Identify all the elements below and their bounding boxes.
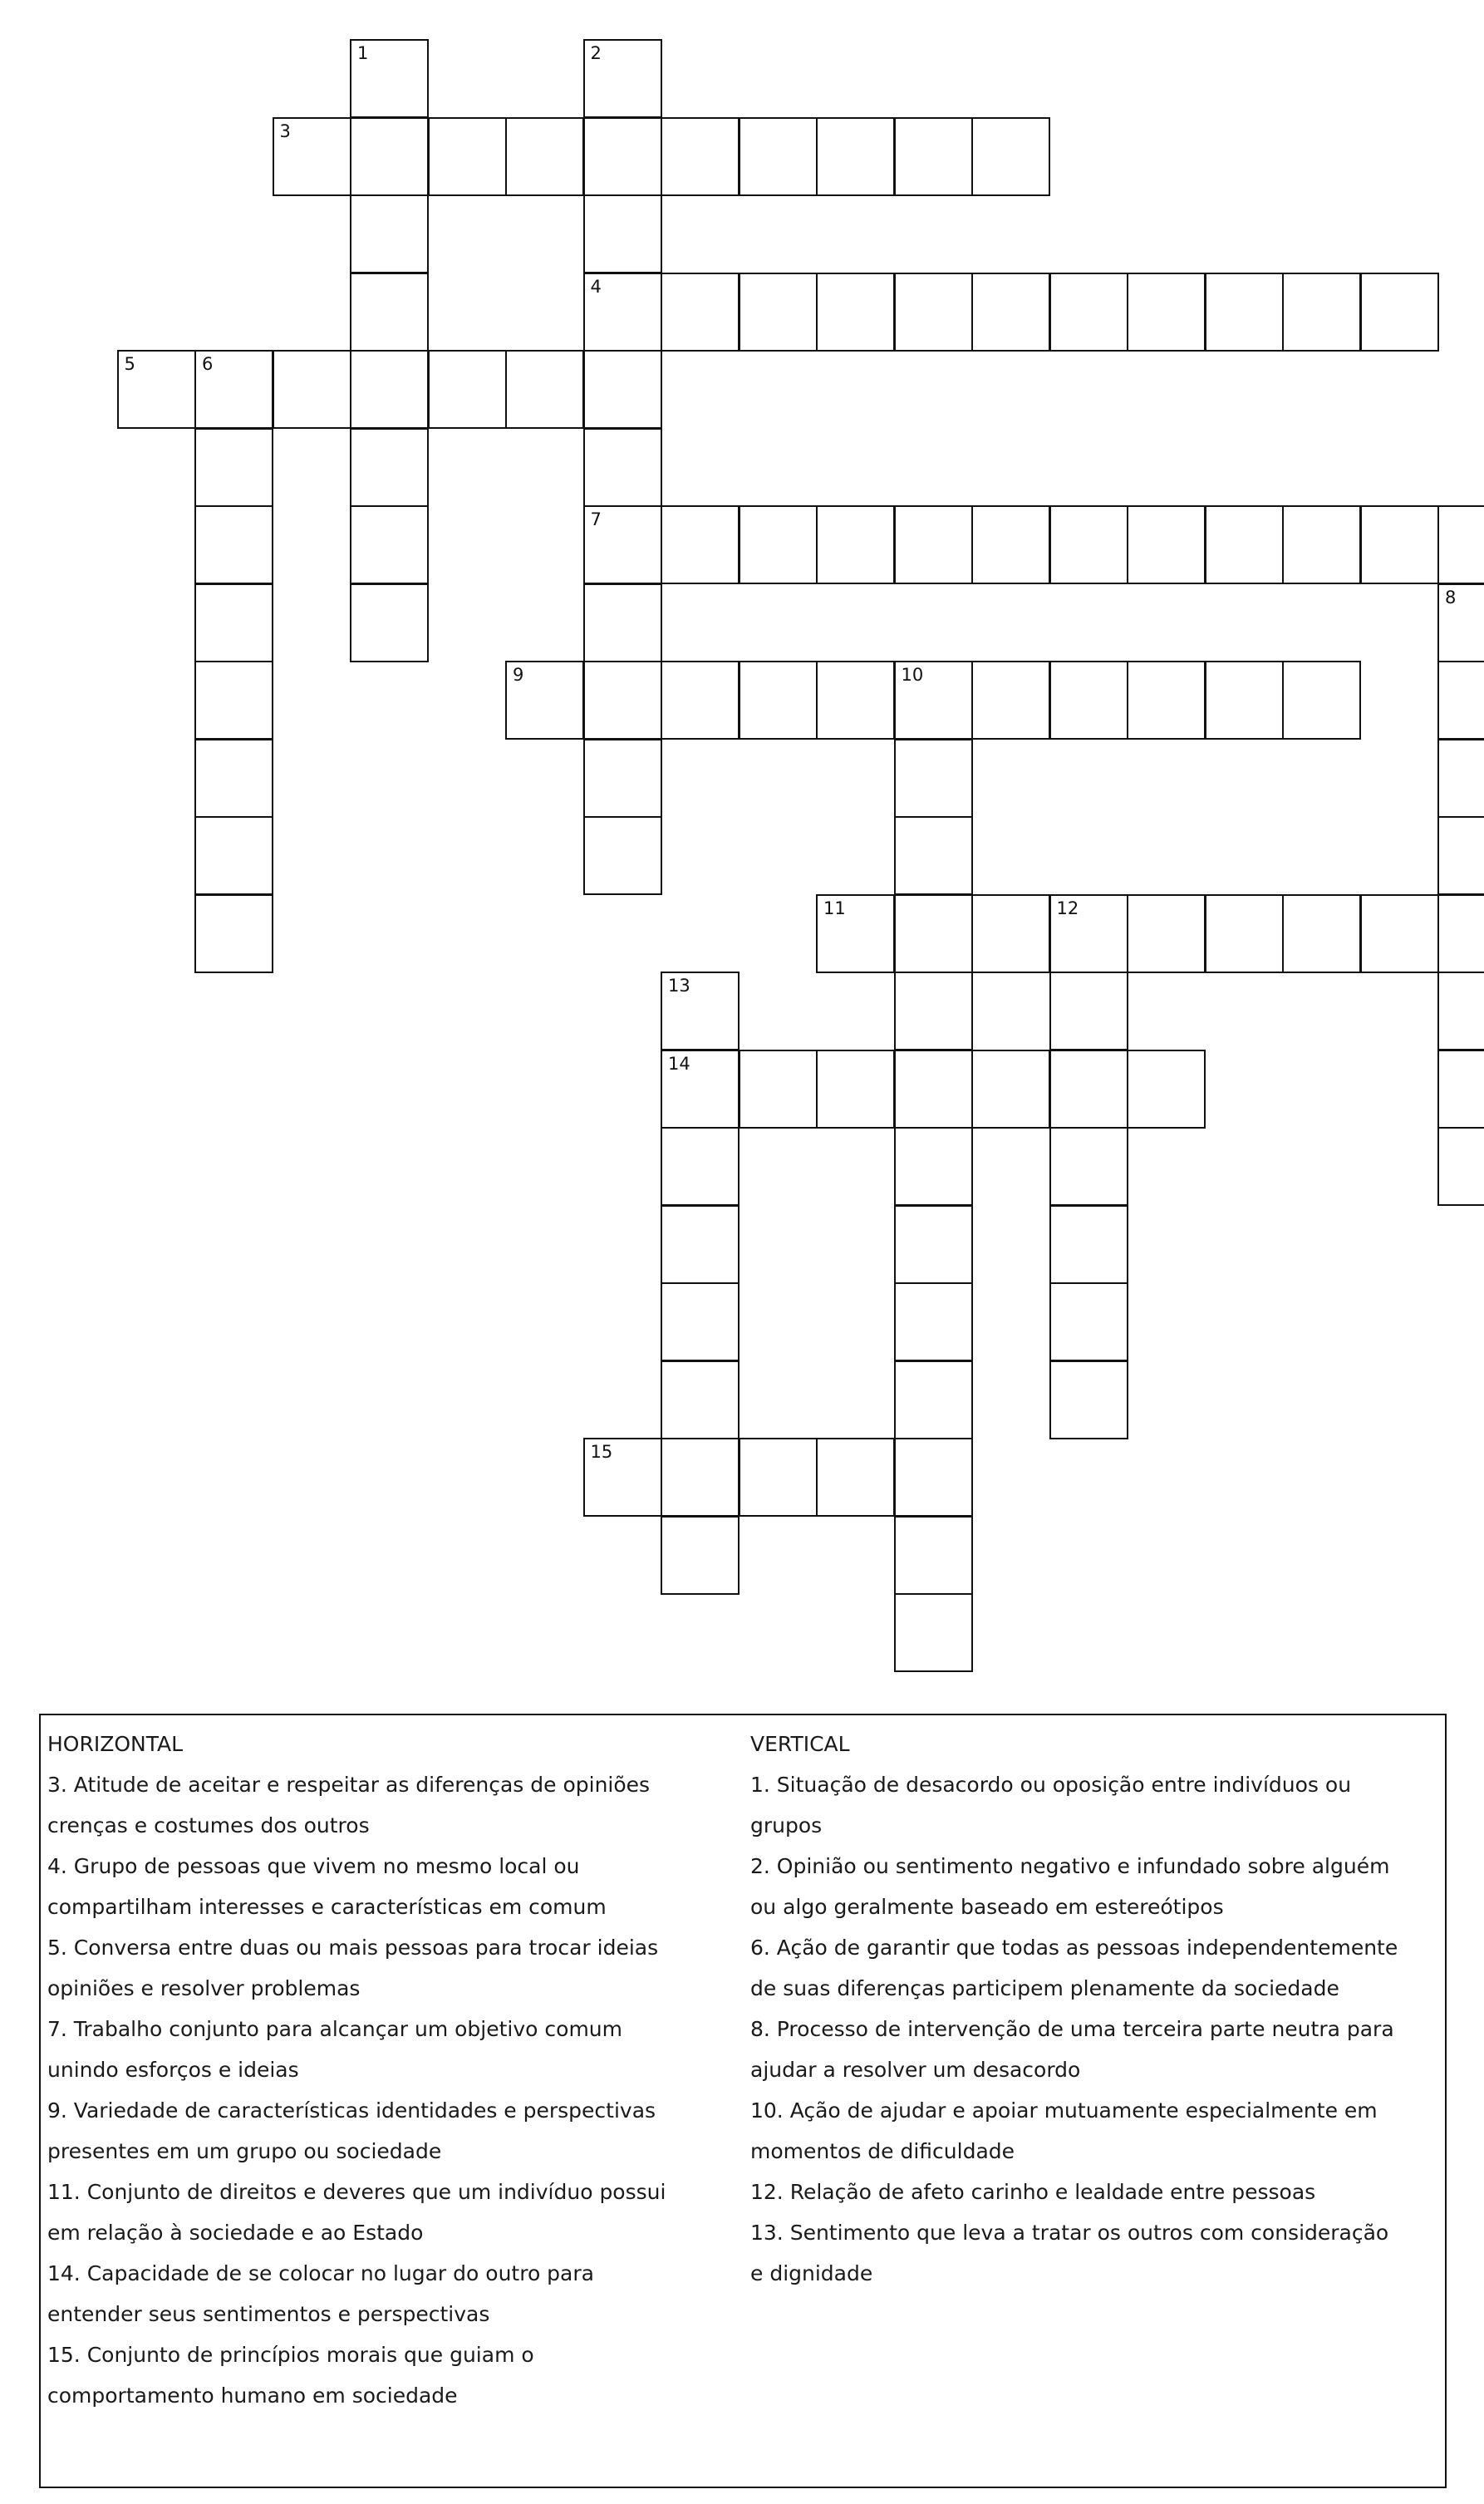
across-clue-list [47, 1764, 737, 2416]
grid-cell[interactable] [661, 1360, 740, 1439]
grid-cell[interactable] [194, 583, 273, 662]
grid-cell[interactable] [661, 661, 740, 740]
clues-box [39, 1714, 1447, 2488]
grid-cell[interactable] [1205, 661, 1284, 740]
grid-cell[interactable] [661, 1127, 740, 1206]
grid-cell[interactable] [194, 350, 273, 429]
clue-line: 1. Situação de desacordo ou oposição entre indivíduos ou [750, 1773, 1352, 1797]
grid-cell[interactable] [194, 816, 273, 895]
clue-line: opiniões e resolver problemas [47, 1976, 361, 2000]
grid-cell[interactable] [583, 117, 662, 196]
grid-cell[interactable] [1127, 894, 1206, 973]
grid-cell[interactable] [350, 39, 429, 118]
clue-number: 11 [823, 898, 846, 918]
grid-cell[interactable] [661, 1050, 740, 1129]
grid-cell[interactable] [661, 1282, 740, 1361]
grid-cell[interactable] [894, 505, 973, 584]
clue-number: 3 [279, 121, 291, 141]
grid-cell[interactable] [1282, 894, 1361, 973]
grid-cell[interactable] [194, 661, 273, 740]
clue-line: entender seus sentimentos e perspectivas [47, 2302, 490, 2326]
grid-cell[interactable] [816, 505, 895, 584]
clue-line: unindo esforços e ideias [47, 2058, 299, 2082]
grid-cell[interactable] [350, 350, 429, 429]
down-clue-list [750, 1764, 1440, 2294]
grid-cell[interactable] [194, 505, 273, 584]
clue-line: 6. Ação de garantir que todas as pessoas independentemente [750, 1936, 1398, 1960]
clue-line: crenças e costumes dos outros [47, 1813, 370, 1837]
grid-cell[interactable] [505, 661, 584, 740]
grid-cell[interactable] [350, 505, 429, 584]
grid-cell[interactable] [816, 273, 895, 352]
grid-cell[interactable] [739, 661, 818, 740]
grid-cell[interactable] [661, 273, 740, 352]
grid-cell[interactable] [1205, 894, 1284, 973]
grid-cell[interactable] [1437, 583, 1484, 662]
grid-cell[interactable] [894, 894, 973, 973]
grid-cell[interactable] [1282, 505, 1361, 584]
clue-number: 15 [590, 1442, 613, 1462]
grid-cell[interactable] [1049, 1050, 1128, 1129]
grid-cell[interactable] [894, 1360, 973, 1439]
grid-cell[interactable] [894, 273, 973, 352]
grid-cell[interactable] [1205, 273, 1284, 352]
grid-cell[interactable] [117, 350, 196, 429]
grid-cell[interactable] [583, 428, 662, 507]
grid-cell[interactable] [1205, 505, 1284, 584]
grid-cell[interactable] [583, 816, 662, 895]
clue-line: de suas diferenças participem plenamente da sociedade [750, 1976, 1339, 2000]
grid-cell[interactable] [1437, 972, 1484, 1050]
grid-cell[interactable] [583, 273, 662, 352]
clue-number: 10 [901, 665, 924, 685]
grid-cell[interactable] [971, 117, 1050, 196]
grid-cell[interactable] [1127, 273, 1206, 352]
grid-cell[interactable] [505, 350, 584, 429]
grid-cell[interactable] [971, 273, 1050, 352]
grid-cell[interactable] [894, 1593, 973, 1672]
grid-cell[interactable] [428, 117, 507, 196]
grid-cell[interactable] [1360, 273, 1439, 352]
grid-cell[interactable] [1049, 894, 1128, 973]
grid-cell[interactable] [894, 1282, 973, 1361]
grid-cell[interactable] [816, 1050, 895, 1129]
clue-line: 5. Conversa entre duas ou mais pessoas para trocar ideias [47, 1936, 659, 1960]
clue-line: e dignidade [750, 2261, 873, 2285]
clue-line: 2. Opinião ou sentimento negativo e infundado sobre alguém [750, 1854, 1390, 1878]
grid-cell[interactable] [583, 350, 662, 429]
clue-line: 7. Trabalho conjunto para alcançar um objetivo comum [47, 2017, 622, 2041]
clue-line: 4. Grupo de pessoas que vivem no mesmo local ou [47, 1854, 580, 1878]
grid-cell[interactable] [816, 661, 895, 740]
grid-cell[interactable] [971, 894, 1050, 973]
grid-cell[interactable] [894, 1205, 973, 1284]
grid-cell[interactable] [894, 1516, 973, 1595]
grid-cell[interactable] [273, 117, 351, 196]
grid-cell[interactable] [583, 661, 662, 740]
clue-line: 10. Ação de ajudar e apoiar mutuamente especialmente em [750, 2098, 1378, 2123]
grid-cell[interactable] [894, 739, 973, 818]
grid-cell[interactable] [1282, 273, 1361, 352]
grid-cell[interactable] [894, 1050, 973, 1129]
grid-cell[interactable] [1437, 816, 1484, 895]
grid-cell[interactable] [1049, 1282, 1128, 1361]
clue-number: 12 [1056, 898, 1079, 918]
clue-number: 7 [590, 509, 602, 529]
clue-line: presentes em um grupo ou sociedade [47, 2139, 442, 2163]
grid-cell[interactable] [583, 39, 662, 118]
grid-cell[interactable] [1127, 505, 1206, 584]
grid-cell[interactable] [739, 1050, 818, 1129]
clue-line: 9. Variedade de características identidades e perspectivas [47, 2098, 656, 2123]
grid-cell[interactable] [194, 428, 273, 507]
grid-cell[interactable] [350, 583, 429, 662]
grid-cell[interactable] [894, 661, 973, 740]
grid-cell[interactable] [661, 972, 740, 1050]
grid-cell[interactable] [583, 505, 662, 584]
grid-cell[interactable] [894, 972, 973, 1050]
grid-cell[interactable] [1049, 1360, 1128, 1439]
clue-number: 2 [590, 43, 602, 63]
clue-line: 11. Conjunto de direitos e deveres que um indivíduo possui [47, 2180, 666, 2204]
grid-cell[interactable] [583, 739, 662, 818]
clue-number: 9 [513, 665, 524, 685]
clue-line: 3. Atitude de aceitar e respeitar as diferenças de opiniões [47, 1773, 651, 1797]
grid-cell[interactable] [273, 350, 351, 429]
clue-line: ajudar a resolver um desacordo [750, 2058, 1081, 2082]
grid-cell[interactable] [428, 350, 507, 429]
grid-cell[interactable] [894, 816, 973, 895]
grid-cell[interactable] [350, 194, 429, 273]
across-clues [47, 1724, 737, 2416]
clue-line: em relação à sociedade e ao Estado [47, 2221, 424, 2245]
grid-cell[interactable] [739, 1438, 818, 1517]
grid-cell[interactable] [894, 1438, 973, 1517]
grid-cell[interactable] [661, 117, 740, 196]
grid-cell[interactable] [1049, 1127, 1128, 1206]
grid-cell[interactable] [1437, 1050, 1484, 1129]
clue-number: 6 [202, 354, 214, 374]
clue-line: 13. Sentimento que leva a tratar os outros com consideração [750, 2221, 1389, 2245]
grid-cell[interactable] [1360, 894, 1439, 973]
clue-line: comportamento humano em sociedade [47, 2383, 458, 2408]
grid-cell[interactable] [1437, 894, 1484, 973]
clue-line: 15. Conjunto de princípios morais que guiam o [47, 2343, 534, 2367]
grid-cell[interactable] [739, 273, 818, 352]
grid-cell[interactable] [1049, 972, 1128, 1050]
clue-line: ou algo geralmente baseado em estereótipos [750, 1895, 1224, 1919]
grid-cell[interactable] [1049, 661, 1128, 740]
grid-cell[interactable] [1437, 739, 1484, 818]
grid-cell[interactable] [1437, 1127, 1484, 1206]
grid-cell[interactable] [583, 583, 662, 662]
grid-cell[interactable] [816, 117, 895, 196]
grid-cell[interactable] [194, 739, 273, 818]
clue-line: grupos [750, 1813, 823, 1837]
grid-cell[interactable] [661, 505, 740, 584]
clue-number: 5 [124, 354, 135, 374]
grid-cell[interactable] [505, 117, 584, 196]
clue-line: momentos de dificuldade [750, 2139, 1015, 2163]
grid-cell[interactable] [350, 117, 429, 196]
grid-cell[interactable] [971, 661, 1050, 740]
grid-cell[interactable] [1049, 273, 1128, 352]
grid-cell[interactable] [1360, 505, 1439, 584]
grid-cell[interactable] [894, 1127, 973, 1206]
grid-cell[interactable] [816, 1438, 895, 1517]
grid-cell[interactable] [894, 117, 973, 196]
grid-cell[interactable] [1437, 505, 1484, 584]
grid-cell[interactable] [661, 1516, 740, 1595]
clue-number: 8 [1445, 587, 1457, 608]
grid-cell[interactable] [1127, 661, 1206, 740]
grid-cell[interactable] [971, 505, 1050, 584]
grid-cell[interactable] [739, 505, 818, 584]
grid-cell[interactable] [1437, 661, 1484, 740]
grid-cell[interactable] [1049, 1205, 1128, 1284]
clue-number: 1 [357, 43, 369, 63]
grid-cell[interactable] [350, 428, 429, 507]
grid-cell[interactable] [661, 1438, 740, 1517]
grid-cell[interactable] [194, 894, 273, 973]
across-title: HORIZONTAL [47, 1732, 184, 1756]
down-title: VERTICAL [750, 1732, 850, 1756]
clue-line: compartilham interesses e características em comum [47, 1895, 607, 1919]
down-clues [750, 1724, 1440, 2294]
clue-number: 4 [590, 276, 602, 297]
grid-cell[interactable] [583, 1438, 662, 1517]
grid-cell[interactable] [661, 1205, 740, 1284]
grid-cell[interactable] [1127, 1050, 1206, 1129]
clue-line: 12. Relação de afeto carinho e lealdade entre pessoas [750, 2180, 1316, 2204]
grid-cell[interactable] [971, 1050, 1050, 1129]
clue-number: 14 [668, 1053, 690, 1074]
grid-cell[interactable] [816, 894, 895, 973]
clue-line: 8. Processo de intervenção de uma terceira parte neutra para [750, 2017, 1394, 2041]
grid-cell[interactable] [350, 273, 429, 352]
grid-cell[interactable] [1282, 661, 1361, 740]
grid-cell[interactable] [739, 117, 818, 196]
grid-cell[interactable] [1049, 505, 1128, 584]
grid-cell[interactable] [583, 194, 662, 273]
clue-line: 14. Capacidade de se colocar no lugar do outro para [47, 2261, 594, 2285]
clue-number: 13 [668, 976, 690, 996]
